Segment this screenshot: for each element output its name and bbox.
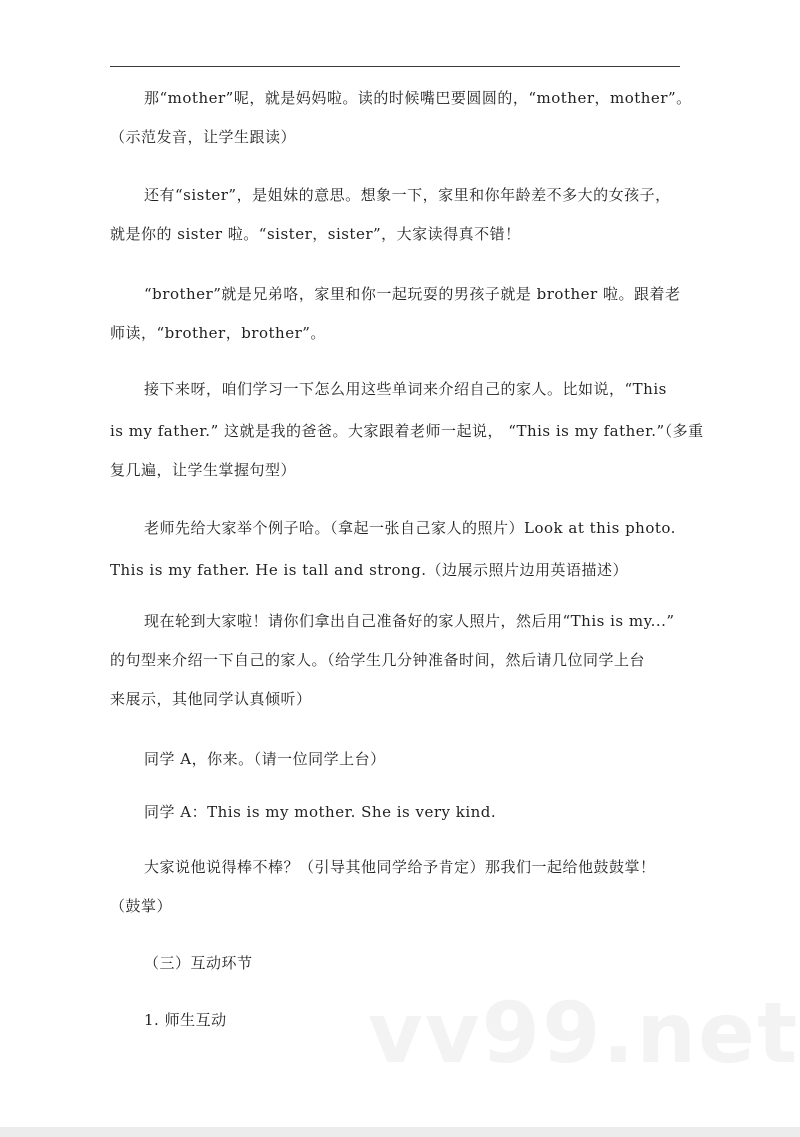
text-line: 接下来呀，咱们学习一下怎么用这些单词来介绍自己的家人。比如说，“This bbox=[144, 380, 667, 398]
text-line: （三）互动环节 bbox=[144, 954, 253, 972]
text-line: “brother”就是兄弟咯，家里和你一起玩耍的男孩子就是 brother 啦。跟着老 bbox=[144, 285, 681, 303]
text-line: 老师先给大家举个例子哈。（拿起一张自己家人的照片）Look at this photo. bbox=[144, 519, 676, 537]
text-line: 大家说他说得棒不棒？（引导其他同学给予肯定）那我们一起给他鼓鼓掌！ bbox=[144, 858, 656, 876]
paragraph-student-turn bbox=[110, 602, 682, 719]
text-line: 现在轮到大家啦！请你们拿出自己准备好的家人照片，然后用“This is my...” bbox=[144, 612, 675, 630]
text-line: （鼓掌） bbox=[110, 897, 173, 915]
text-line: 就是你的 sister 啦。“sister，sister”，大家读得真不错！ bbox=[110, 225, 521, 243]
text-line: 来展示，其他同学认真倾听） bbox=[110, 690, 312, 708]
text-line: 那“mother”呢，就是妈妈啦。读的时候嘴巴要圆圆的，“mother，mother”。 bbox=[144, 89, 692, 107]
section-heading-interaction bbox=[110, 944, 682, 983]
paragraph-sister bbox=[110, 176, 682, 254]
text-line: 同学 A，你来。（请一位同学上台） bbox=[144, 750, 386, 768]
paragraph-student-a-call bbox=[110, 740, 682, 779]
paragraph-student-a-answer bbox=[110, 793, 682, 832]
text-line: 1. 师生互动 bbox=[144, 1011, 227, 1029]
watermark bbox=[368, 984, 799, 1082]
text-line: 还有“sister”，是姐妹的意思。想象一下，家里和你年龄差不多大的女孩子， bbox=[144, 186, 671, 204]
paragraph-brother bbox=[110, 275, 682, 353]
paragraph-applause bbox=[110, 848, 682, 926]
text-line: 同学 A：This is my mother. She is very kind. bbox=[144, 803, 497, 821]
text-line: 复几遍，让学生掌握句型） bbox=[110, 461, 297, 479]
paragraph-mother bbox=[110, 79, 692, 157]
paragraph-example bbox=[110, 505, 682, 590]
text-line: 的句型来介绍一下自己的家人。（给学生几分钟准备时间，然后请几位同学上台 bbox=[110, 651, 646, 669]
page-bottom-edge bbox=[0, 1127, 800, 1137]
paragraph-sentence-pattern bbox=[110, 366, 704, 490]
text-line: （示范发音，让学生跟读） bbox=[110, 128, 297, 146]
text-line: is my father.” 这就是我的爸爸。大家跟着老师一起说， “This is my father.”（多重 bbox=[110, 422, 704, 440]
text-line: 师读，“brother，brother”。 bbox=[110, 324, 326, 342]
header-rule bbox=[110, 66, 680, 67]
text-line: This is my father. He is tall and strong.（边展示照片边用英语描述） bbox=[110, 561, 629, 579]
